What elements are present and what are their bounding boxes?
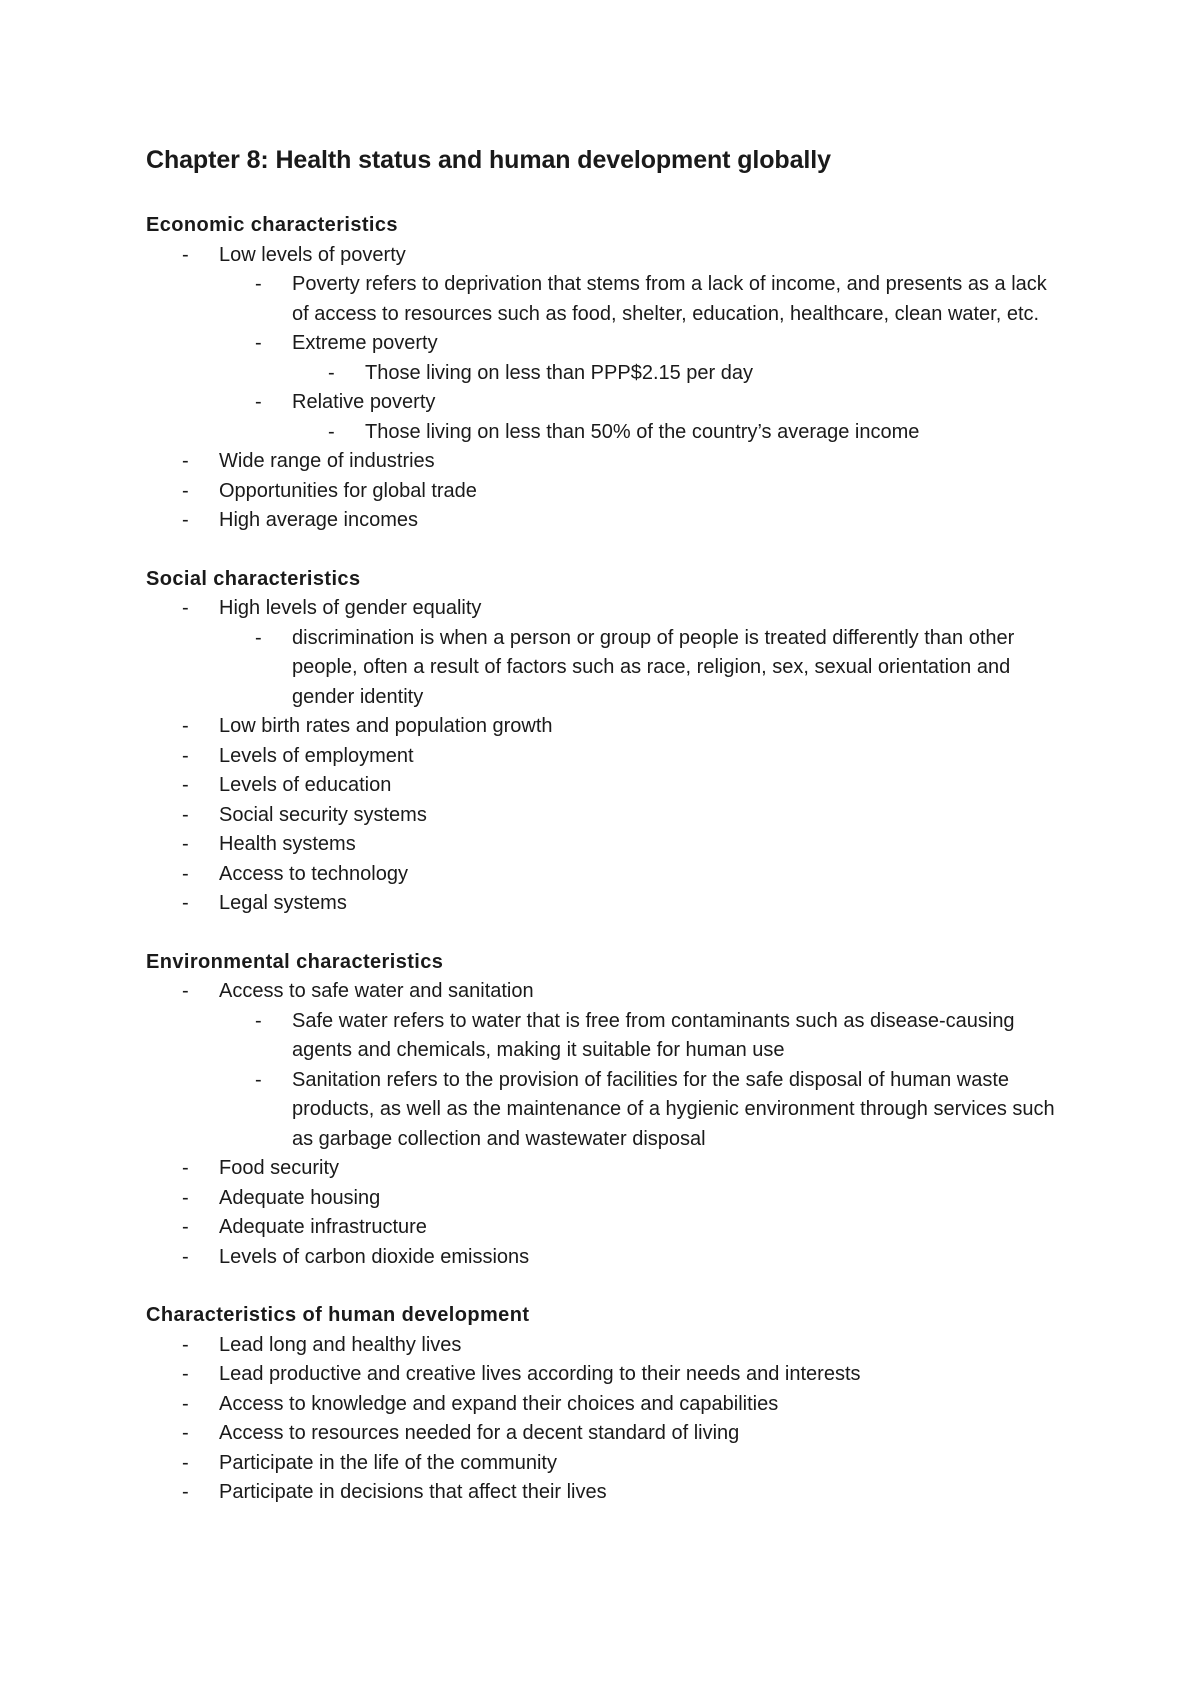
list-item [146, 241, 1066, 271]
bullet-dash-icon: - [182, 1333, 189, 1356]
list-item [146, 388, 1066, 418]
bullet-dash-icon: - [182, 862, 189, 885]
bullet-dash-icon: - [182, 509, 189, 531]
list-item-text: Opportunities for global trade [219, 479, 477, 502]
list-item [146, 1390, 1066, 1420]
bullet-dash-icon: - [182, 1157, 189, 1179]
bullet-dash-icon: - [328, 361, 335, 384]
bullet-dash-icon: - [182, 450, 189, 472]
list-item-text: Low levels of poverty [219, 243, 406, 266]
list-item [146, 1449, 1066, 1479]
list-item-text: Extreme poverty [292, 332, 438, 354]
list-item-text: Safe water refers to water that is free from contaminants such as disease-causing agents and chemicals, making it suitable for human use [292, 1009, 1015, 1061]
bullet-dash-icon: - [182, 774, 189, 796]
list-item-text: Adequate infrastructure [219, 1216, 427, 1238]
list-item-text: Levels of employment [219, 744, 414, 767]
list-item-text: High levels of gender equality [219, 597, 482, 619]
list-item [146, 742, 1066, 772]
bullet-dash-icon: - [182, 803, 189, 826]
bullet-dash-icon: - [182, 1216, 189, 1238]
bullet-list [146, 241, 1066, 536]
bullet-dash-icon: - [182, 1245, 189, 1268]
list-item-text: Access to knowledge and expand their choices and capabilities [219, 1392, 779, 1415]
document-body [146, 211, 1066, 1508]
bullet-dash-icon: - [182, 1392, 189, 1415]
list-item-text: Legal systems [219, 892, 347, 914]
bullet-dash-icon: - [182, 1422, 189, 1444]
list-item-text: Levels of education [219, 774, 392, 796]
section-heading: Characteristics of human development [146, 1304, 530, 1326]
bullet-dash-icon: - [255, 391, 262, 413]
bullet-dash-icon: - [255, 332, 262, 354]
page-title: Chapter 8: Health status and human development globally [146, 146, 831, 174]
list-item-text: Access to technology [219, 862, 408, 885]
list-item-text: Low birth rates and population growth [219, 715, 553, 737]
list-item [146, 506, 1066, 536]
bullet-dash-icon: - [328, 420, 335, 443]
list-item-text: Those living on less than 50% of the country’s average income [365, 420, 920, 443]
bullet-dash-icon: - [255, 626, 262, 649]
section [146, 211, 1066, 536]
list-item [146, 1360, 1066, 1390]
list-item [146, 771, 1066, 801]
list-item [146, 860, 1066, 890]
bullet-list [146, 977, 1066, 1272]
list-item [146, 1331, 1066, 1361]
bullet-list [146, 594, 1066, 919]
list-item [146, 1007, 1066, 1066]
list-item-text: Lead productive and creative lives according to their needs and interests [219, 1363, 861, 1385]
list-item-text: Access to safe water and sanitation [219, 980, 534, 1002]
section [146, 948, 1066, 1273]
list-item-text: Relative poverty [292, 391, 436, 413]
list-item [146, 447, 1066, 477]
list-item-text: discrimination is when a person or group of people is treated differently than other people, often a result of factors such as race, religion, sex, sexual orientation and gender identity [292, 626, 1015, 708]
bullet-dash-icon: - [182, 1363, 189, 1385]
list-item [146, 594, 1066, 624]
list-item [146, 1419, 1066, 1449]
list-item [146, 977, 1066, 1007]
bullet-dash-icon: - [182, 744, 189, 767]
list-item-text: Lead long and healthy lives [219, 1333, 462, 1356]
document-page [146, 142, 1066, 1537]
bullet-dash-icon: - [182, 980, 189, 1002]
list-item-text: Participate in the life of the community [219, 1451, 557, 1474]
list-item [146, 1213, 1066, 1243]
bullet-dash-icon: - [182, 892, 189, 914]
bullet-dash-icon: - [255, 1068, 262, 1091]
list-item [146, 477, 1066, 507]
section-heading: Environmental characteristics [146, 950, 444, 973]
list-item [146, 889, 1066, 919]
bullet-dash-icon: - [255, 1009, 262, 1032]
list-item-text: Adequate housing [219, 1186, 381, 1209]
list-item [146, 329, 1066, 359]
list-item-text: Poverty refers to deprivation that stems from a lack of income, and presents as a lack of access to resources such as food, shelter, education, healthcare, clean water, etc. [292, 273, 1047, 325]
list-item [146, 1184, 1066, 1214]
bullet-dash-icon: - [182, 715, 189, 737]
list-item-text: Levels of carbon dioxide emissions [219, 1245, 530, 1268]
list-item [146, 1066, 1066, 1155]
list-item [146, 418, 1066, 448]
bullet-list [146, 1331, 1066, 1508]
list-item [146, 359, 1066, 389]
section-heading: Economic characteristics [146, 214, 398, 236]
list-item-text: Access to resources needed for a decent standard of living [219, 1422, 740, 1444]
list-item-text: Health systems [219, 833, 356, 855]
bullet-dash-icon: - [182, 597, 189, 619]
bullet-dash-icon: - [182, 1451, 189, 1474]
list-item-text: Food security [219, 1157, 340, 1179]
list-item [146, 1243, 1066, 1273]
list-item [146, 830, 1066, 860]
bullet-dash-icon: - [182, 833, 189, 855]
bullet-dash-icon: - [182, 1186, 189, 1209]
section [146, 1301, 1066, 1508]
bullet-dash-icon: - [182, 243, 189, 266]
list-item [146, 801, 1066, 831]
bullet-dash-icon: - [182, 1481, 189, 1503]
section [146, 565, 1066, 919]
list-item-text: Wide range of industries [219, 450, 435, 472]
bullet-dash-icon: - [255, 273, 262, 295]
list-item [146, 1154, 1066, 1184]
list-item-text: Participate in decisions that affect their lives [219, 1481, 607, 1503]
list-item-text: High average incomes [219, 509, 418, 531]
list-item-text: Those living on less than PPP$2.15 per day [365, 361, 754, 384]
list-item [146, 624, 1066, 713]
list-item-text: Sanitation refers to the provision of facilities for the safe disposal of human waste products, as well as the maintenance of a hygienic environment through services such as garbage collection and wastewater disposal [292, 1068, 1055, 1150]
list-item [146, 270, 1066, 329]
bullet-dash-icon: - [182, 479, 189, 502]
list-item-text: Social security systems [219, 803, 427, 826]
section-heading: Social characteristics [146, 567, 361, 590]
list-item [146, 1478, 1066, 1508]
list-item [146, 712, 1066, 742]
